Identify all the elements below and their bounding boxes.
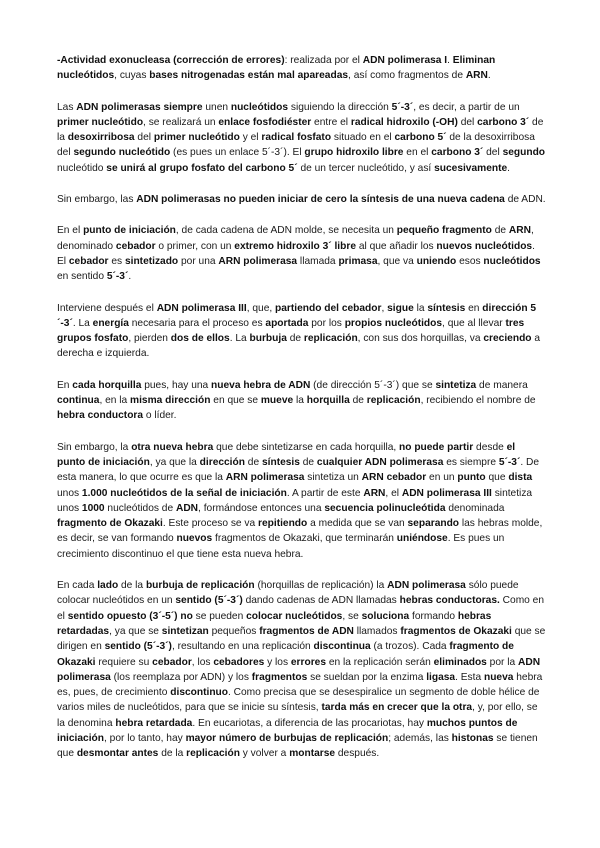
bold-term: sucesivamente	[434, 162, 508, 174]
text-run: . Como precisa que se desespiralice un segmento de doble hélice de varios miles de nucleótidos, para que se inicie su síntesis,	[57, 687, 540, 714]
bold-term: discontinuo	[170, 687, 228, 699]
text-run: y el	[239, 132, 262, 144]
text-run: fragmentos de Okazaki, que terminarán	[212, 533, 397, 545]
bold-term: nucleótidos	[483, 255, 541, 267]
bold-term: ADN polimerasa III	[401, 487, 492, 499]
bold-term: nucleótidos	[230, 101, 289, 113]
bold-term: desmontar antes	[76, 748, 159, 760]
text-run: por la	[486, 656, 518, 668]
text-run: , de cada cadena de ADN molde, se necesita un	[175, 225, 397, 237]
text-run: (a trozos). Cada	[370, 641, 450, 653]
bold-term: 5´-3´	[498, 456, 521, 468]
bold-term: ligasa	[426, 671, 456, 683]
bold-term: eliminados	[433, 656, 487, 668]
bold-term: cebador	[115, 240, 156, 252]
text-run: a medida que se van	[307, 518, 408, 530]
bold-term: fragmentos de Okazaki	[400, 625, 512, 637]
text-run: ; además, las	[388, 732, 452, 744]
text-run: sólo puede colocar nucleótidos en un	[57, 580, 519, 607]
bold-term: enlace fosfodiéster	[218, 116, 312, 128]
bold-term: hebra retardada	[115, 717, 193, 729]
bold-term: ADN polimerasas siempre	[76, 101, 203, 113]
text-run: la	[293, 395, 307, 407]
bold-term: sintetiza	[435, 379, 477, 391]
bold-term: mayor número de burbujas de replicación	[185, 732, 389, 744]
bold-term: ADN polimerasa	[387, 580, 466, 592]
bold-term: síntesis	[261, 456, 300, 468]
bold-term: radical fosfato	[261, 132, 332, 144]
bold-term: carbono 5´	[394, 132, 447, 144]
text-run: en	[465, 302, 483, 314]
bold-term: segundo nucleótido	[73, 147, 171, 159]
text-run: sintetiza unos	[57, 487, 533, 514]
text-run: de	[244, 456, 262, 468]
text-run: , y, por ello, se la denomina	[57, 702, 538, 729]
text-run: . Este proceso se va	[162, 518, 259, 530]
text-run: . En eucariotas, a diferencia de las procariotas, hay	[192, 717, 427, 729]
bold-term: uniendo	[416, 255, 457, 267]
bold-term: ADN polimerasas no pueden iniciar de cero la síntesis de una nueva cadena	[136, 194, 505, 206]
bold-term: sentido (5´-3´)	[175, 595, 243, 607]
bold-term: colocar nucleótidos	[246, 610, 343, 622]
bold-term: pequeño fragmento	[396, 225, 492, 237]
text-run: que debe sintetizarse en cada horquilla,	[213, 441, 400, 453]
bold-term: segundo	[502, 147, 546, 159]
text-run: denominada	[445, 502, 505, 514]
text-run: nucleótidos de	[104, 502, 176, 514]
text-run: a derecha e izquierda.	[57, 333, 541, 360]
text-run: y volver a	[239, 748, 290, 760]
bold-term: ADN polimerasa	[57, 656, 541, 683]
text-run: (los reemplaza por ADN) y los	[110, 671, 252, 683]
text-run: (horquillas de replicación) la	[254, 580, 388, 592]
bold-term: continua	[57, 395, 100, 407]
text-run: del	[457, 116, 478, 128]
text-run: , es decir, a partir de un	[413, 101, 520, 113]
bold-term: ARN polimerasa	[218, 255, 298, 267]
bold-term: ARN	[465, 70, 488, 82]
bold-term: energía	[92, 317, 129, 329]
text-run: en la replicación serán	[326, 656, 434, 668]
text-run: , pierden	[128, 333, 171, 345]
bold-term: -Actividad exonucleasa (corrección de errores)	[57, 55, 285, 66]
bold-term: repitiendo	[258, 518, 308, 530]
text-run: , recibiendo el nombre de	[420, 395, 536, 407]
text-run: desde	[473, 441, 507, 453]
text-run: , por lo tanto, hay	[104, 732, 186, 744]
bold-term: partiendo del cebador	[275, 302, 382, 314]
text-run: de la desoxirribosa del	[57, 132, 535, 159]
text-run: se sueldan por la enzima	[307, 671, 427, 683]
bold-term: bases nitrogenadas están mal apareadas	[149, 70, 349, 82]
text-run: En	[57, 379, 73, 391]
bold-term: tres grupos fosfato	[57, 317, 525, 345]
text-run: unen	[202, 101, 231, 113]
text-run: , que va	[377, 255, 417, 267]
bold-term: discontinua	[313, 641, 371, 653]
text-run: . La	[229, 333, 250, 345]
text-run: de	[491, 225, 509, 237]
text-run: , el	[385, 487, 402, 499]
bold-term: nuevos	[176, 533, 213, 545]
text-run: hebra es, pues, de crecimiento	[57, 671, 543, 699]
text-run: , formándose entonces una	[198, 502, 325, 514]
text-run: requiere su	[95, 656, 153, 668]
text-run: , los	[191, 656, 214, 668]
bold-term: separando	[407, 518, 460, 530]
bold-term: se unirá al grupo fosfato del carbono 5´	[106, 162, 298, 174]
bold-term: fragmentos	[251, 671, 308, 683]
bold-term: Eliminan nucleótidos	[57, 55, 496, 82]
text-run: de la	[118, 580, 146, 592]
text-run: Como en el	[57, 595, 545, 622]
text-run: dando cadenas de ADN llamadas	[242, 595, 400, 607]
bold-term: hebras conductoras.	[399, 595, 500, 607]
bold-term: primasa	[338, 255, 378, 267]
bold-term: mueve	[260, 395, 294, 407]
bold-term: dista	[508, 472, 533, 484]
text-run: se pueden	[192, 610, 247, 622]
text-run: , ya que se	[109, 625, 162, 637]
bold-term: fragmento de Okazaki	[57, 518, 163, 530]
text-run: formando	[409, 610, 458, 622]
bold-term: hebras retardadas	[57, 610, 492, 637]
bold-term: 1.000 nucleótidos de la señal de iniciación	[81, 487, 287, 499]
text-run: .	[487, 70, 491, 82]
text-run: del	[483, 147, 503, 159]
text-run: , resultando en una replicación	[171, 641, 314, 653]
text-run: de manera	[476, 379, 528, 391]
text-run: . El	[57, 240, 535, 267]
bold-term: cebadores	[213, 656, 265, 668]
text-run: , en la	[99, 395, 131, 407]
bold-term: creciendo	[483, 333, 532, 345]
bold-term: otra nueva hebra	[131, 441, 214, 453]
text-run: es	[108, 255, 125, 267]
bold-term: misma dirección	[130, 395, 211, 407]
text-run: al que añadir los	[356, 240, 437, 252]
paragraph-okazaki-fragments	[57, 440, 546, 562]
text-run: siguiendo la dirección	[288, 101, 392, 113]
text-run: ,	[381, 302, 388, 314]
text-run: .	[507, 162, 510, 174]
text-run: nucleótido	[57, 162, 107, 174]
bold-term: 5´-3´	[391, 101, 414, 113]
bold-term: ARN cebador	[361, 472, 427, 484]
bold-term: no puede partir	[399, 441, 474, 453]
text-run: por una	[178, 255, 219, 267]
bold-term: punto	[457, 472, 486, 484]
bold-term: sintetizado	[124, 255, 179, 267]
text-run: en el	[403, 147, 432, 159]
bold-term: carbono 3´	[477, 116, 530, 128]
text-run: de	[299, 456, 317, 468]
bold-term: 1000	[81, 502, 105, 514]
text-run: En cada	[57, 580, 98, 592]
text-run: de	[349, 395, 367, 407]
bold-term: soluciona	[361, 610, 410, 622]
bold-term: dirección	[199, 456, 245, 468]
text-run: En el	[57, 225, 84, 237]
bold-term: ADN	[175, 502, 199, 514]
bold-term: primer nucleótido	[57, 116, 144, 128]
text-run: y los	[264, 656, 291, 668]
text-run: de un tercer nucleótido, y así	[297, 162, 435, 174]
text-run: unos	[57, 487, 82, 499]
text-run: que se dirigen en	[57, 625, 546, 653]
text-run: del	[134, 132, 154, 144]
bold-term: fragmento de Okazaki	[57, 641, 514, 668]
text-run: las hebras molde, es decir, se van formando	[57, 518, 543, 545]
text-run: , que,	[246, 302, 276, 314]
text-run: esos	[456, 255, 484, 267]
text-run: de	[286, 333, 304, 345]
bold-term: nuevos nucleótidos	[436, 240, 533, 252]
bold-term: sentido opuesto (3´-5´) no	[67, 610, 193, 622]
bold-term: punto de iniciación	[83, 225, 176, 237]
text-run: pequeños	[208, 625, 260, 637]
text-run: , se realizará un	[143, 116, 219, 128]
text-run: situado en el	[331, 132, 395, 144]
bold-term: dirección 5´-3´	[57, 302, 537, 329]
paragraph-cannot-start-from-zero	[57, 192, 546, 207]
bold-term: desoxirribosa	[67, 132, 135, 144]
bold-term: nueva hebra de ADN	[211, 379, 311, 391]
text-run: . Esta	[455, 671, 484, 683]
bold-term: errores	[290, 656, 327, 668]
text-run: . Es pues un crecimiento discontinuo el que tiene esta nueva hebra.	[57, 533, 505, 560]
text-run: entre el	[311, 116, 351, 128]
text-run: o primer, con un	[155, 240, 235, 252]
paragraph-initiation-point	[57, 223, 546, 284]
bold-term: burbuja	[249, 333, 287, 345]
bold-term: aportada	[265, 317, 309, 329]
bold-term: montarse	[289, 748, 336, 760]
bold-term: sintetizan	[161, 625, 209, 637]
bold-term: fragmentos de ADN	[259, 625, 354, 637]
bold-term: hebra conductora	[57, 410, 144, 422]
bold-term: muchos puntos de iniciación	[57, 717, 518, 744]
bold-term: replicación	[186, 748, 240, 760]
bold-term: 5´-3´	[106, 271, 129, 283]
bold-term: tarda más en crecer que la otra	[321, 702, 473, 714]
text-run: , así como fragmentos de	[348, 70, 466, 82]
text-run: la	[413, 302, 428, 314]
bold-term: carbono 3´	[431, 147, 484, 159]
bold-term: dos de ellos	[170, 333, 230, 345]
text-run: (es pues un enlace 5´-3´). El	[170, 147, 305, 159]
text-run: , que al llevar	[442, 317, 506, 329]
paragraph-lagging-strand	[57, 578, 546, 762]
text-run: . De esta manera, lo que ocurre es que la	[57, 456, 540, 484]
bold-term: nueva	[483, 671, 514, 683]
bold-term: lado	[97, 580, 119, 592]
bold-term: cualquier ADN polimerasa	[316, 456, 444, 468]
text-run: , se	[342, 610, 362, 622]
text-run: , denominado	[57, 225, 534, 252]
bold-term: secuencia polinucleótida	[324, 502, 446, 514]
text-run: Sin embargo, la	[57, 441, 132, 453]
bold-term: sigue	[387, 302, 414, 314]
bold-term: uniéndose	[396, 533, 448, 545]
text-run: en sentido	[57, 271, 107, 283]
bold-term: sentido (5´-3´)	[104, 641, 172, 653]
bold-term: cebador	[152, 656, 192, 668]
bold-term: ADN polimerasa III	[156, 302, 247, 314]
bold-term: propios nucleótidos	[344, 317, 443, 329]
text-run: necesaria para el proceso es	[128, 317, 266, 329]
bold-term: replicación	[366, 395, 421, 407]
bold-term: grupo hidroxilo libre	[304, 147, 404, 159]
text-run: . A partir de este	[286, 487, 364, 499]
bold-term: burbuja de replicación	[145, 580, 255, 592]
text-run: en un	[426, 472, 458, 484]
bold-term: horquilla	[306, 395, 350, 407]
bold-term: el punto de iniciación	[57, 441, 516, 468]
text-run: , ya que la	[149, 456, 200, 468]
text-run: Interviene después el	[57, 302, 157, 314]
bold-term: radical hidroxilo (-OH)	[350, 116, 458, 128]
text-run: se tienen que	[57, 732, 538, 760]
text-run: es siempre	[443, 456, 499, 468]
text-run: o líder.	[143, 410, 177, 422]
text-run: (de dirección 5´-3´) que se	[310, 379, 436, 391]
bold-term: cada horquilla	[72, 379, 142, 391]
text-run: .	[128, 271, 132, 283]
bold-term: extremo hidroxilo 3´ libre	[234, 240, 356, 252]
text-run: pues, hay una	[141, 379, 212, 391]
text-run: en que se	[210, 395, 261, 407]
text-run: de la	[158, 748, 187, 760]
text-run: , cuyas	[114, 70, 150, 82]
text-run: de la	[57, 116, 544, 144]
text-run: llamados	[353, 625, 401, 637]
bold-term: ARN	[363, 487, 386, 499]
bold-term: cebador	[68, 255, 109, 267]
bold-term: primer nucleótido	[153, 132, 240, 144]
bold-term: ARN	[508, 225, 531, 237]
bold-term: ADN polimerasa I	[362, 55, 448, 66]
text-run: Las	[57, 101, 77, 113]
bold-term: ARN polimerasa	[225, 472, 305, 484]
text-run: .	[447, 55, 453, 66]
paragraph-polymerase-direction	[57, 100, 546, 176]
text-run: llamada	[297, 255, 339, 267]
text-run: . La	[72, 317, 93, 329]
paragraph-leading-strand	[57, 378, 546, 424]
text-run: por los	[308, 317, 345, 329]
text-run: de ADN.	[504, 194, 546, 206]
paragraph-exonuclease-activity	[57, 53, 546, 84]
text-run: después.	[335, 748, 380, 760]
bold-term: histonas	[451, 732, 494, 744]
paragraph-polymerase-three	[57, 301, 546, 362]
text-run: sintetiza un	[304, 472, 362, 484]
bold-term: síntesis	[427, 302, 466, 314]
text-run: : realizada por el	[284, 55, 363, 66]
text-run: que	[485, 472, 509, 484]
text-run: , con sus dos horquillas, va	[357, 333, 484, 345]
bold-term: replicación	[303, 333, 358, 345]
text-run: Sin embargo, las	[57, 194, 137, 206]
